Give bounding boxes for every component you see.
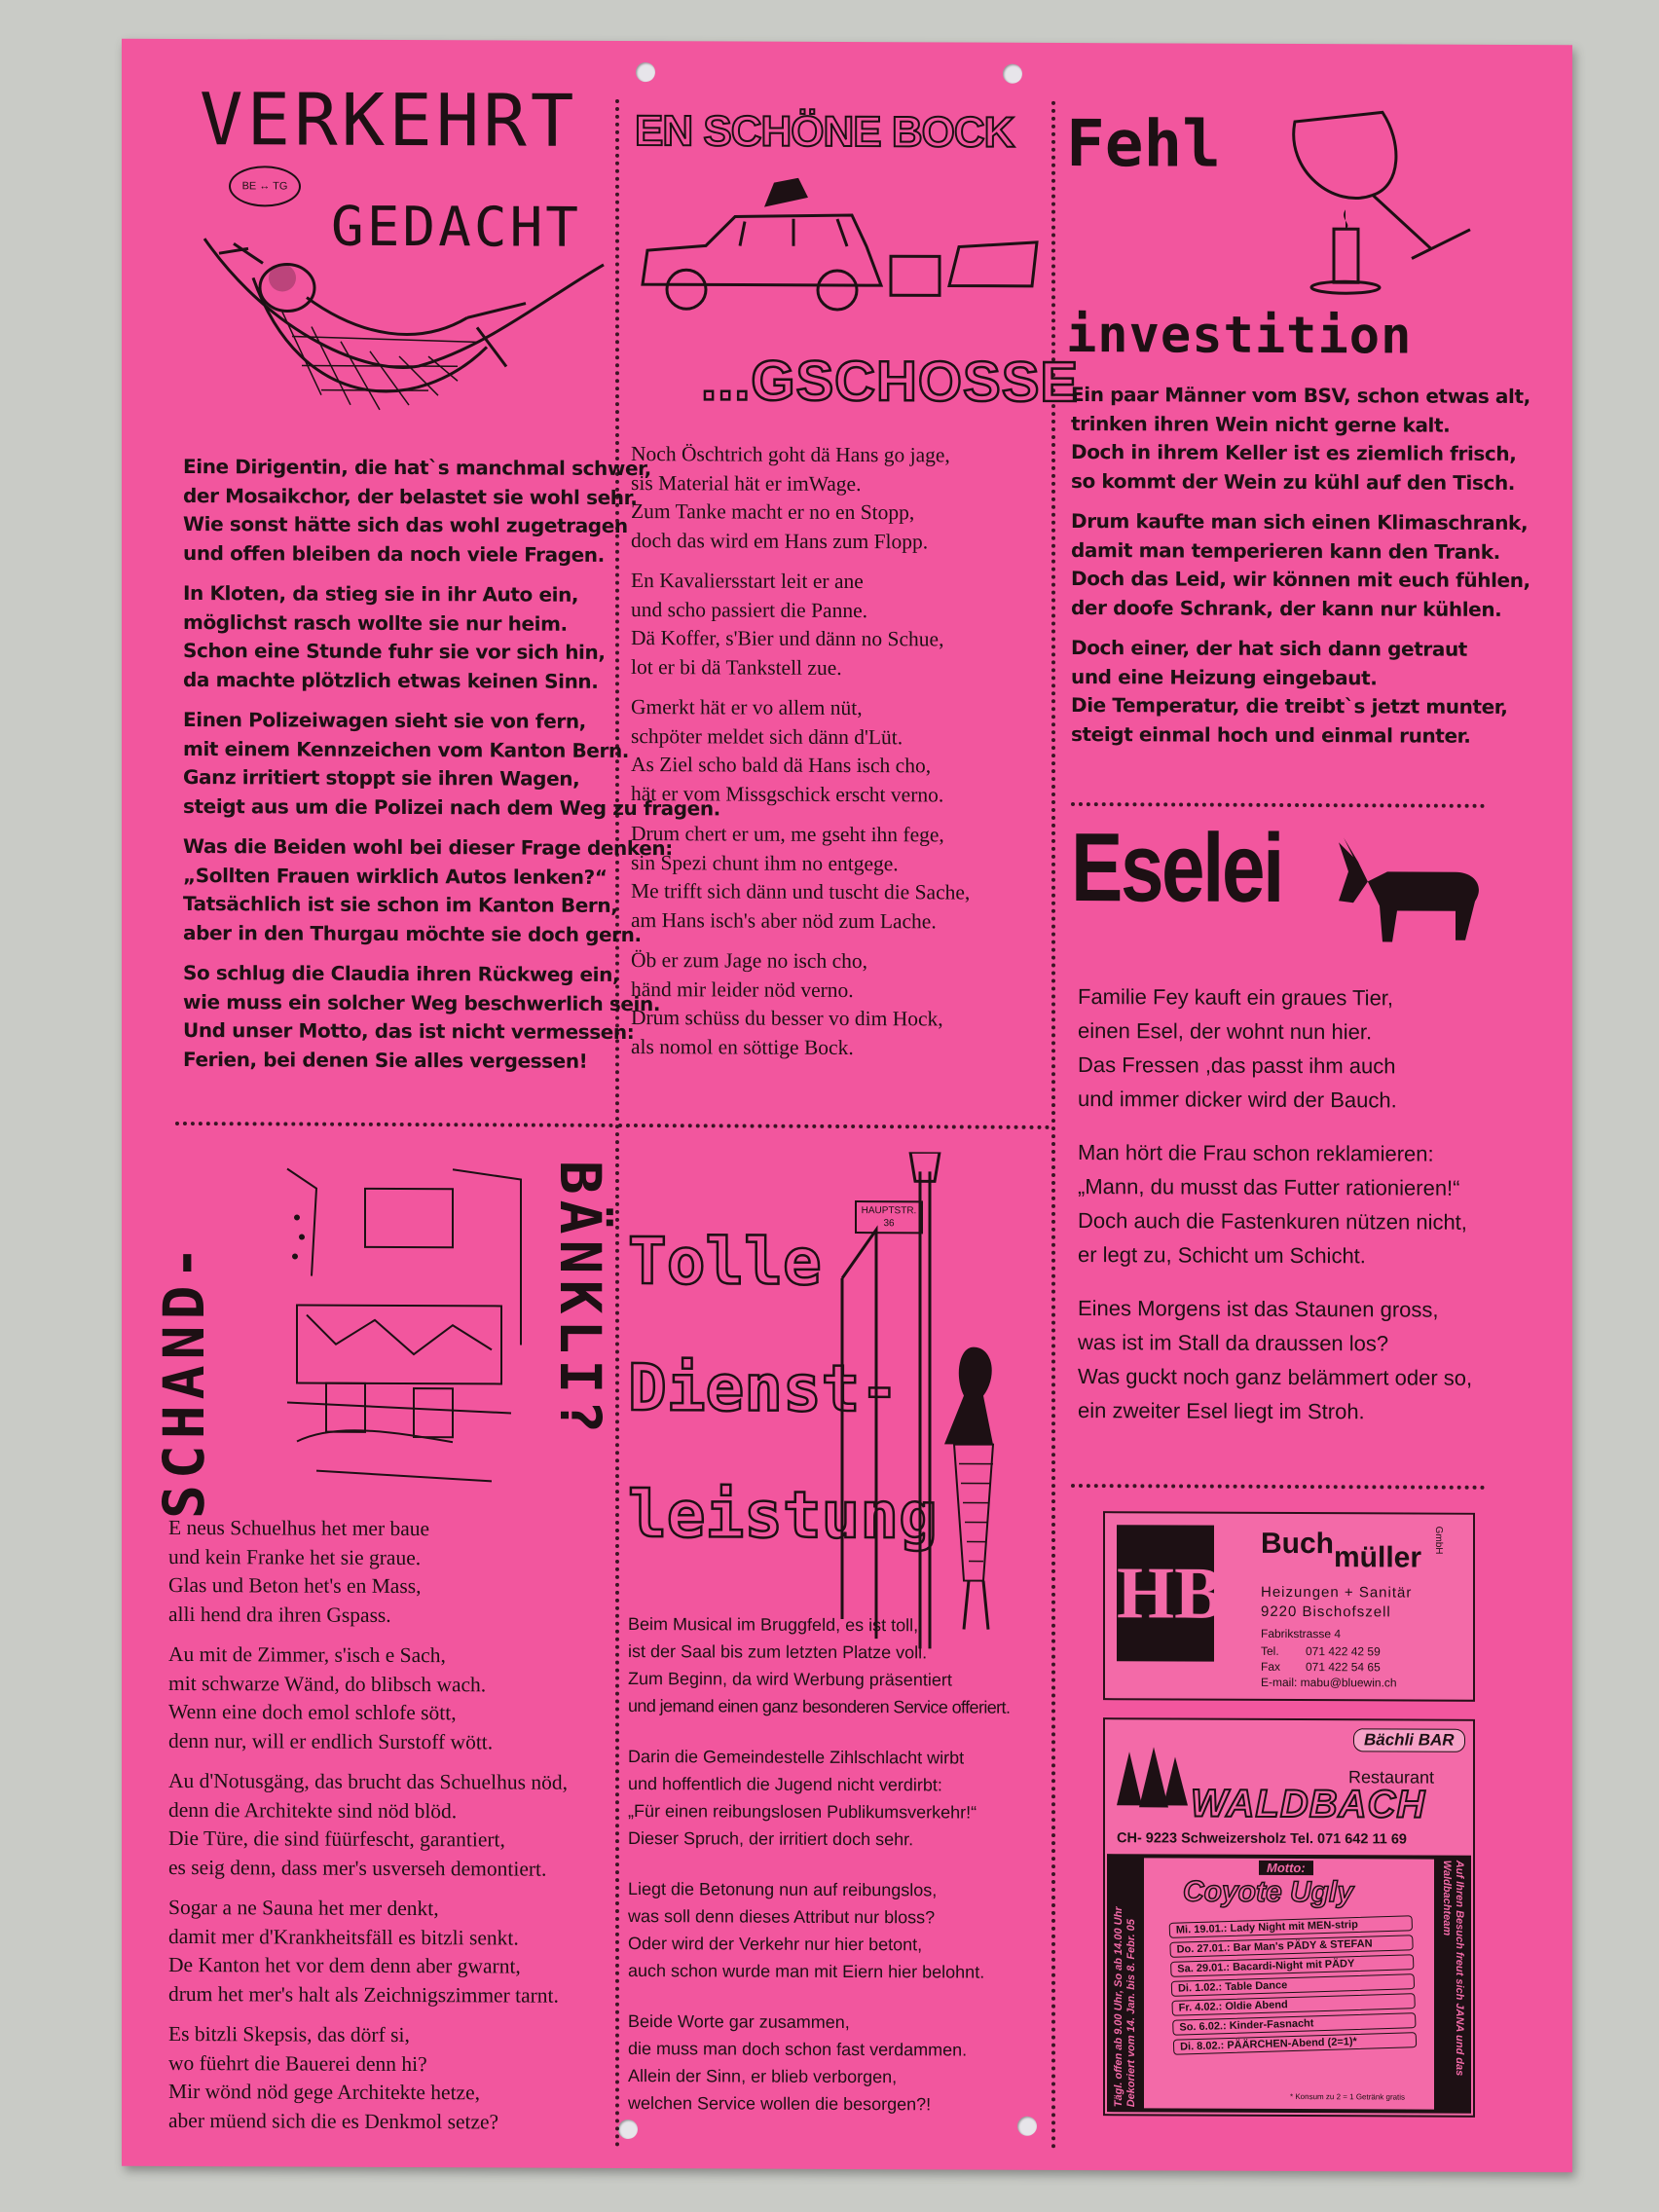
schand-title: SCHAND- (151, 1239, 217, 1520)
verse-line: die muss man doch schon fast verdammen. (628, 2039, 968, 2060)
motto-label: Motto: (1259, 1861, 1313, 1875)
verse-line: doch das wird em Hans zum Flopp. (631, 528, 929, 553)
verse-line: Darin die Gemeindestelle Zihlschlacht wirbt (628, 1747, 965, 1768)
event-item: Di. 8.02.: PÄÄRCHEN-Abend (2=1)* (1173, 2032, 1417, 2055)
verse-line: Allein der Sinn, er blieb verborgen, (628, 2066, 898, 2087)
verse-line: mit schwarze Wänd, do blibsch wach. (168, 1671, 487, 1696)
flyer-sheet (122, 39, 1572, 2173)
verse-line: einen Esel, der wohnt nun hier. (1078, 1018, 1373, 1045)
verse-line: Die Türe, die sind füürfescht, garantiert, (168, 1825, 505, 1852)
verse-line: Wie sonst hätte sich das wohl zugetragen (183, 512, 628, 538)
stanza (1071, 634, 1508, 751)
verse-line: was ist im Stall da draussen los? (1078, 1330, 1389, 1356)
verse-line: Beide Worte gar zusammen, (628, 2011, 850, 2033)
verkehrt-title: VERKEHRT (200, 78, 578, 164)
verse-line: am Hans isch's aber nöd zum Lache. (631, 907, 937, 933)
eselei-poem (1078, 979, 1496, 1441)
verse-line: denn die Architekte sind nöd blöd. (168, 1797, 458, 1823)
buchmueller-fax: 071 422 54 65 (1306, 1660, 1381, 1675)
verse-line: und scho passiert die Panne. (631, 597, 868, 622)
event-item: Di. 1.02.: Table Dance (1171, 1973, 1415, 1997)
fehl-title: Fehl (1066, 105, 1221, 182)
events-list (1169, 1915, 1418, 2059)
verse-line: lot er bi dä Tankstell zue. (631, 654, 842, 680)
motto-title: Coyote Ugly (1183, 1875, 1354, 1909)
verse-line: wie muss ein solcher Weg beschwerlich sein. (183, 989, 661, 1015)
verse-line: der Mosaikchor, der belastet sie wohl sehr. (183, 483, 638, 509)
verse-line: und jemand einen ganz besonderen Service offeriert. (628, 1696, 1011, 1717)
verse-line: Ein paar Männer vom BSV, schon etwas alt, (1071, 383, 1530, 409)
fehlinvestition-poem (1071, 381, 1530, 762)
fax-label: Fax (1261, 1659, 1281, 1674)
schoene-bock-title: EN SCHÖNE BOCK (635, 107, 1014, 157)
stanza (628, 1743, 1051, 1854)
verse-line: damit man temperieren kann den Trank. (1071, 537, 1500, 564)
verse-line: und offen bleiben da noch viele Fragen. (183, 540, 605, 567)
verse-line: er legt zu, Schicht um Schicht. (1078, 1242, 1366, 1269)
verse-line: As Ziel scho bald dä Hans isch cho, (631, 753, 932, 778)
verse-line: Drum schüss du besser vo dim Hock, (631, 1006, 943, 1031)
verse-line: Sogar a ne Sauna het mer denkt, (168, 1895, 439, 1921)
verse-line: Beim Musical im Bruggfeld, es ist toll, (628, 1614, 919, 1636)
stanza (168, 1767, 616, 1884)
verse-line: Drum chert er um, me gseht ihn fege, (631, 822, 944, 847)
buchmueller-line1: Heizungen + Sanitär (1261, 1583, 1413, 1602)
verse-line: Schon eine Stunde fuhr sie vor sich hin, (183, 639, 606, 664)
stanza (1071, 507, 1530, 624)
verse-line: Die Temperatur, die treibt`s jetzt munter, (1071, 693, 1508, 719)
investition-title: investition (1066, 305, 1413, 366)
waldbach-events-panel (1107, 1854, 1471, 2114)
stanza (168, 1894, 616, 2010)
donkey-illustration (1329, 832, 1494, 950)
verse-line: und immer dicker wird der Bauch. (1078, 1087, 1397, 1113)
verse-line: ein zweiter Esel liegt im Stroh. (1078, 1398, 1365, 1424)
verse-line: mit einem Kennzeichen vom Kanton Bern. (183, 736, 629, 762)
verse-line: möglichst rasch wollte sie nur heim. (183, 609, 568, 636)
verse-line: Man hört die Frau schon reklamieren: (1078, 1140, 1434, 1166)
waldbach-address: CH- 9223 Schweizersholz Tel. 071 642 11 69 (1117, 1830, 1407, 1848)
baenkli-title: BÄNKLI? (547, 1160, 613, 1440)
verse-line: Doch auch die Fastenkuren nützen nicht, (1078, 1208, 1467, 1235)
waldbach-name: WALDBACH (1191, 1782, 1426, 1826)
waldbach-greeting: Auf Ihren Besuch freut sich JANA und das Waldbachteam (1441, 1860, 1465, 2077)
verse-line: Glas und Beton het's en Mass, (168, 1572, 422, 1599)
verse-line: was soll denn dieses Attribut nur bloss? (628, 1906, 936, 1928)
verse-line: ist der Saal bis zum letzten Platze voll. (628, 1641, 928, 1663)
stanza (168, 1641, 616, 1757)
verse-line: Öb er zum Jage no isch cho, (631, 948, 867, 974)
verse-line: denn nur, will er endlich Surstoff wött. (168, 1728, 494, 1753)
thought-bubble-text: BE ↔ TG (241, 180, 288, 193)
stanza (1078, 1291, 1496, 1429)
verse-line: Doch in ihrem Keller ist es ziemlich frisch, (1071, 440, 1517, 465)
verse-line: Wenn eine doch emol schlofe sött, (168, 1699, 457, 1725)
verse-line: Familie Fey kauft ein graues Tier, (1078, 984, 1394, 1011)
verkehrt-poem (183, 453, 720, 1088)
verse-line: Eine Dirigentin, die hat`s manchmal schwer, (183, 455, 651, 481)
stanza (631, 946, 1050, 1063)
waldbach-ad (1103, 1717, 1475, 2118)
stanza (168, 1514, 616, 1631)
verse-line: Was guckt noch ganz belämmert oder so, (1078, 1364, 1473, 1390)
dienst-title: Dienst- (628, 1350, 900, 1427)
verse-line: der doofe Schrank, der kann nur kühlen. (1071, 595, 1502, 621)
event-item: So. 6.02.: Kinder-Fasnacht (1172, 2012, 1416, 2036)
car-illustration (628, 177, 1047, 335)
buchmueller-street: Fabrikstrasse 4 (1261, 1626, 1342, 1641)
verse-line: drum het mer's halt als Zeichnigszimmer tarnt. (168, 1981, 559, 2008)
verse-line: Drum kaufte man sich einen Klimaschrank, (1071, 509, 1529, 535)
verse-line: Au mit de Zimmer, s'isch e Sach, (168, 1641, 446, 1668)
verse-line: Ferien, bei denen Sie alles vergessen! (183, 1047, 588, 1073)
verse-line: Eines Morgens ist das Staunen gross, (1078, 1296, 1439, 1322)
verse-line: Das Fressen ,das passt ihm auch (1078, 1052, 1396, 1079)
verse-line: Noch Öschtrich goht dä Hans go jage, (631, 442, 950, 467)
buchmueller-ad (1103, 1511, 1475, 1702)
schandbaenkli-poem (168, 1514, 616, 2149)
hb-logo-text: HB (1117, 1552, 1224, 1635)
verse-line: und eine Heizung eingebaut. (1071, 664, 1378, 689)
buchmueller-tel: 071 422 42 59 (1306, 1644, 1381, 1659)
verse-line: „Sollten Frauen wirklich Autos lenken?“ (183, 863, 608, 889)
waldbach-events-inner (1144, 1858, 1434, 2109)
verse-line: Gmerkt hät er vo allem nüt, (631, 695, 863, 720)
thought-bubble (229, 166, 301, 206)
verse-line: trinken ihren Wein nicht gerne kalt. (1071, 411, 1451, 437)
stanza (628, 2008, 1051, 2119)
verse-line: steigt aus um die Polizei nach dem Weg zu fragen. (183, 793, 720, 820)
verse-line: Zum Beginn, da wird Werbung präsentiert (628, 1669, 952, 1690)
buchmueller-line2: 9220 Bischofszell (1261, 1603, 1391, 1621)
verse-line: Au d'Notusgäng, das brucht das Schuelhus nöd, (168, 1768, 568, 1794)
stanza (631, 567, 1050, 683)
verse-line: so kommt der Wein zu kühl auf den Tisch. (1071, 468, 1516, 495)
stanza (628, 1875, 1051, 1986)
tel-label: Tel. (1261, 1643, 1279, 1658)
punch-hole (636, 62, 655, 82)
classroom-illustration (258, 1149, 540, 1520)
verse-line: Es bitzli Skepsis, das dörf si, (168, 2021, 410, 2047)
punch-hole (1003, 64, 1022, 84)
event-item: Do. 27.01.: Bar Man's PÄDY & STEFAN (1169, 1935, 1413, 1958)
gedacht-title: GEDACHT (331, 195, 582, 260)
verse-line: „Mann, du musst das Futter rationieren!“ (1078, 1174, 1460, 1200)
verse-line: Mir wönd nöd gege Architekte hetze, (168, 2079, 481, 2105)
buchmueller-suffix: GmbH (1433, 1526, 1444, 1555)
verse-line: Liegt die Betonung nun auf reibungslos, (628, 1879, 938, 1900)
stanza (631, 693, 1050, 810)
verse-line: En Kavaliersstart leit er ane (631, 569, 864, 594)
verse-line: Zum Tanke macht er no en Stopp, (631, 499, 915, 525)
row-divider (175, 1122, 613, 1127)
baechli-bar-badge: Bächli BAR (1353, 1728, 1465, 1752)
verse-line: sin Spezi chunt ihm no entgege. (631, 850, 899, 875)
trees-icon (1115, 1747, 1193, 1815)
buchmueller-email: E-mail: mabu@bluewin.ch (1261, 1675, 1397, 1690)
verse-line: es seig denn, dass mer's usverseh demontiert. (168, 1855, 547, 1881)
verse-line: und kein Franke het sie graue. (168, 1544, 422, 1569)
leistung-title: leistung (628, 1477, 938, 1554)
stanza (631, 820, 1050, 937)
verse-line: So schlug die Claudia ihren Rückweg ein, (183, 961, 620, 986)
verse-line: händ mir leider nöd verno. (631, 977, 854, 1002)
verse-line: Tatsächlich ist sie schon im Kanton Bern, (183, 892, 618, 917)
verse-line: wo füehrt die Bauerei denn hi? (168, 2050, 427, 2076)
stanza (183, 579, 611, 696)
verse-line: Doch das Leid, wir können mit euch fühlen, (1071, 567, 1530, 593)
stanza (183, 832, 673, 949)
stanza (183, 706, 720, 823)
gschosse-poem (631, 440, 1050, 1075)
verse-line: und hoffentlich die Jugend nicht verdirbt: (628, 1774, 942, 1795)
events-footnote: * Konsum zu 2 = 1 Getränk gratis (1290, 2091, 1406, 2102)
event-item: Mi. 19.01.: Lady Night mit MEN-strip (1169, 1915, 1413, 1938)
stanza (1078, 1135, 1496, 1273)
verse-line: aber müend sich die es Denkmol setze? (168, 2108, 499, 2133)
verse-line: De Kanton het vor dem denn aber gwarnt, (168, 1952, 521, 1978)
hammock-illustration (195, 219, 613, 455)
verse-line: hät er vom Missgschick erscht verno. (631, 781, 944, 806)
tolle-poem (628, 1610, 1051, 2130)
gschosse-title: ...GSCHOSSE (701, 349, 1080, 415)
verse-line: schpöter meldet sich dänn d'Lüt. (631, 723, 903, 749)
tolle-title: Tolle (628, 1224, 822, 1300)
row-divider (1071, 802, 1485, 808)
hb-logo (1117, 1525, 1224, 1661)
verse-line: aber in den Thurgau möchte sie doch gern. (183, 920, 642, 946)
stanza (628, 1610, 1051, 1721)
lamppost-woman-illustration (837, 1152, 1051, 1659)
stanza (631, 440, 1050, 557)
verse-line: welchen Service wollen die besorgen?! (628, 2093, 932, 2115)
event-item: Sa. 29.01.: Bacardi-Night mit PÄDY (1170, 1954, 1414, 1977)
verse-line: E neus Schuelhus het mer baue (168, 1515, 430, 1541)
event-item: Fr. 4.02.: Oldie Abend (1171, 1993, 1415, 2016)
verse-line: alli hend dra ihren Gspass. (168, 1602, 391, 1627)
verse-line: auch schon wurde man mit Eiern hier belohnt. (628, 1961, 985, 1982)
verse-line: Dieser Spruch, der irritiert doch sehr. (628, 1828, 914, 1850)
verse-line: Oder wird der Verkehr nur hier betont, (628, 1934, 923, 1955)
row-divider (1071, 1484, 1485, 1490)
buchmueller-name-part2: müller (1334, 1541, 1422, 1574)
stanza (183, 453, 651, 570)
restaurant-label: Restaurant (1348, 1767, 1435, 1788)
verse-line: sis Material hät er imWage. (631, 470, 862, 496)
verse-line: Was die Beiden wohl bei dieser Frage denken: (183, 834, 673, 861)
verse-line: Me trifft sich dänn und tuscht die Sache, (631, 879, 971, 904)
street-sign-text: HAUPTSTR. 36 (861, 1205, 917, 1230)
waldbach-opening-hours: Tägl. offen ab 9.00 Uhr, So ab 14.00 Uhr Dekoriert vom 14. Jan. bis 8. Febr. 05 (1113, 1906, 1137, 2108)
eselei-title: Eselei (1071, 813, 1282, 923)
verse-line: In Kloten, da stieg sie in ihr Auto ein, (183, 581, 579, 607)
wine-glass-illustration (1275, 102, 1499, 298)
buchmueller-name-part1: Buch (1261, 1527, 1334, 1561)
verse-line: Doch einer, der hat sich dann getraut (1071, 636, 1467, 661)
verse-line: Einen Polizeiwagen sieht sie von fern, (183, 708, 586, 733)
verse-line: Dä Koffer, s'Bier und dänn no Schue, (631, 626, 944, 651)
stanza (183, 959, 661, 1076)
row-divider (618, 1124, 1050, 1129)
stanza (168, 2020, 616, 2137)
stanza (1078, 979, 1496, 1118)
verse-line: als nomol en söttige Bock. (631, 1034, 854, 1059)
verse-line: Und unser Motto, das ist nicht vermessen: (183, 1018, 635, 1045)
verse-line: damit mer d'Krankheitsfäll es bitzli senkt. (168, 1924, 519, 1950)
stanza (1071, 381, 1530, 498)
verse-line: Ganz irritiert stoppt sie ihren Wagen, (183, 765, 580, 791)
verse-line: steigt einmal hoch und einmal runter. (1071, 721, 1471, 748)
verse-line: „Für einen reibungslosen Publikumsverkehr!“ (628, 1801, 977, 1823)
verse-line: da machte plötzlich etwas keinen Sinn. (183, 667, 599, 693)
